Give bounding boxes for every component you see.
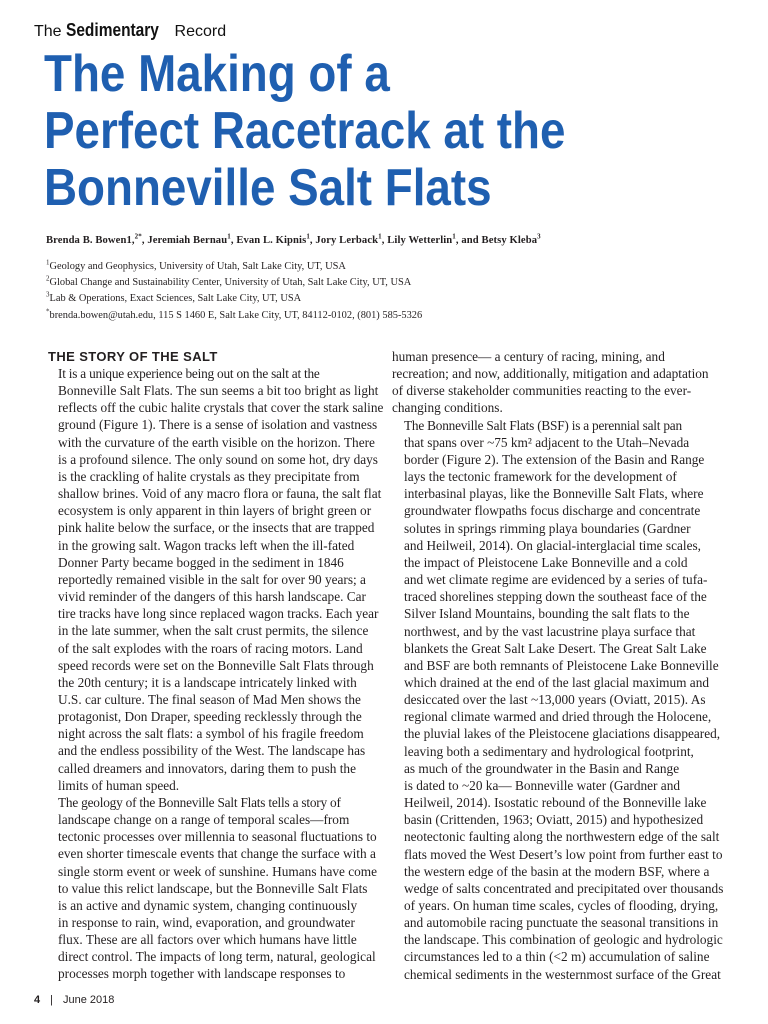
- right-column: [392, 348, 722, 983]
- text-line: limits of human speed.: [58, 777, 180, 793]
- text-line: wedge of salts concentrated and precipitated over thousands: [404, 880, 724, 896]
- affiliation-text: Geology and Geophysics, University of Utah, Salt Lake City, UT, USA: [49, 261, 346, 272]
- body-paragraph: [46, 794, 376, 983]
- author-name: Jeremiah Bernau: [147, 235, 228, 246]
- journal-name: [34, 20, 226, 41]
- text-line: processes morph together with landscape responses to: [58, 966, 346, 982]
- author-name: Lily Wetterlin: [387, 235, 453, 246]
- text-line: is the crackling of halite crystals as they precipitate from: [58, 468, 360, 484]
- text-line: protagonist, Don Draper, speeding recklessly through the: [58, 709, 362, 725]
- affiliation-text: Lab & Operations, Exact Sciences, Salt Lake City, UT, USA: [49, 293, 302, 304]
- text-line: called dreamers and innovators, daring them to push the: [58, 760, 356, 776]
- text-line: and the endless possibility of the West. The landscape has: [58, 743, 366, 759]
- text-line: single storm event or week of sunshine. Humans have come: [58, 863, 378, 879]
- text-line: flux. These are all factors over which humans have little: [58, 932, 357, 948]
- section-heading: THE STORY OF THE SALT: [48, 349, 218, 364]
- text-line: northwest, and by the vast lacustrine playa surface that: [404, 623, 696, 639]
- affiliation-line: [46, 258, 346, 272]
- text-line: in the late summer, when the salt crust permits, the silence: [58, 623, 369, 639]
- affiliation-mark: 1: [46, 258, 50, 267]
- page-footer: [34, 994, 114, 1006]
- affiliation-mark: 3: [46, 290, 50, 299]
- text-line: of years. On human time scales, cycles of flooding, drying,: [404, 898, 719, 913]
- text-line: the 20th century; it is a landscape intricately linked with: [58, 674, 357, 690]
- footer-separator: |: [50, 994, 53, 1006]
- text-line: which drained at the end of the last glacial maximum and: [404, 674, 709, 690]
- text-line: with the curvature of the earth visible on the horizon. There: [58, 434, 375, 450]
- text-line: flats moved the West Desert’s low point from further east to: [404, 846, 723, 862]
- text-line: landscape change on a range of temporal scales—from: [58, 812, 350, 828]
- text-line: neotectonic faulting along the northwestern edge of the salt: [404, 829, 720, 845]
- text-line: shallow brines. Void of any macro flora or fauna, the salt flat: [58, 486, 382, 502]
- text-line: basin (Crittenden, 1963; Oviatt, 2015) and hypothesized: [404, 812, 704, 828]
- text-line: even shorter timescale events that change the surface with a: [58, 846, 376, 862]
- article-title: [44, 46, 565, 217]
- text-line: It is a unique experience being out on the salt at the: [58, 366, 320, 381]
- text-line: in the growing salt. Wagon tracks left when the ill-fated: [58, 537, 355, 553]
- author-name: Evan L. Kipnis: [236, 235, 307, 246]
- author-affiliation-mark: 1: [227, 232, 231, 241]
- contact-line: [46, 307, 423, 321]
- text-line: solutes in springs rimming playa boundaries (Gardner: [404, 520, 691, 536]
- issue-date: June 2018: [62, 994, 115, 1006]
- text-line: U.S. car culture. The final season of Mad Men shows the: [58, 691, 361, 707]
- author-separator: ,: [141, 235, 148, 246]
- author-separator: ,: [381, 235, 388, 246]
- body-paragraph: [392, 417, 722, 983]
- text-line: changing conditions.: [392, 400, 503, 416]
- text-line: and automobile racing punctuate the seasonal transitions in: [404, 915, 719, 931]
- text-line: the impact of Pleistocene Lake Bonneville and a cold: [404, 554, 688, 570]
- author-separator: , and: [455, 235, 482, 246]
- text-line: night across the salt flats: a symbol of his fragile freedom: [58, 726, 364, 742]
- text-line: that spans over ~75 km² adjacent to the Utah–Nevada: [404, 434, 690, 450]
- text-line: in response to rain, wind, evaporation, and groundwater: [58, 915, 355, 930]
- left-column: [46, 348, 384, 983]
- author-name: Betsy Kleba: [481, 235, 538, 246]
- text-line: of the salt explodes with the roars of racing motors. Land: [58, 640, 363, 656]
- author-affiliation-mark: 1: [306, 232, 310, 241]
- text-line: Donner Party became bogged in the sediment in 1846: [58, 554, 344, 570]
- text-line: the western edge of the basin at the modern BSF, where a: [404, 863, 710, 879]
- text-line: circumstances led to a thin (<2 m) accumulation of saline: [404, 949, 710, 965]
- affiliation-text: Global Change and Sustainability Center, University of Utah, Salt Lake City, UT, USA: [49, 277, 412, 288]
- text-line: leaving both a sedimentary and hydrological footprint,: [404, 743, 694, 759]
- body-paragraph: [46, 365, 384, 794]
- author-name: Brenda B. Bowen1,: [46, 235, 135, 246]
- text-line: recreation; and now, additionally, mitigation and adaptation: [392, 366, 709, 382]
- corresponding-mark: *: [46, 307, 50, 316]
- affiliation-line: [46, 290, 302, 304]
- text-line: is a profound silence. The only sound on some hot, dry days: [58, 451, 378, 467]
- text-line: and Heilweil, 2014). On glacial-interglacial time scales,: [404, 537, 701, 553]
- text-line: Bonneville Salt Flats. The sun seems a bit too bright as light: [58, 383, 379, 399]
- text-line: reflects off the cubic halite crystals that cover the stark saline: [58, 400, 384, 416]
- text-line: is dated to ~20 ka— Bonneville water (Gardner and: [404, 777, 681, 793]
- text-line: the pluvial lakes of the Pleistocene glaciations disappeared,: [404, 726, 721, 742]
- text-line: vivid reminder of the dangers of this harsh landscape. Car: [58, 589, 366, 605]
- author-separator: ,: [230, 235, 237, 246]
- text-line: human presence— a century of racing, mining, and: [392, 349, 665, 364]
- title-line: The Making of a: [44, 45, 390, 103]
- text-line: chemical sediments in the westernmost surface of the Great: [404, 966, 721, 982]
- title-line: Bonneville Salt Flats: [44, 159, 492, 217]
- text-line: regional climate warmed and dried through the Holocene,: [404, 709, 712, 725]
- affiliation-mark: 2: [46, 274, 50, 283]
- text-line: as much of the groundwater in the Basin and Range: [404, 760, 680, 776]
- affiliation-line: [46, 274, 412, 288]
- text-line: The geology of the Bonneville Salt Flats tells a story of: [58, 794, 341, 810]
- title-line: Perfect Racetrack at the: [44, 102, 566, 160]
- journal-suffix: Record: [174, 23, 227, 40]
- text-line: is an active and dynamic system, changing continuously: [58, 897, 358, 913]
- text-line: speed records were set on the Bonneville Salt Flats through: [58, 657, 374, 673]
- text-line: Heilweil, 2014). Isostatic rebound of the Bonneville lake: [404, 795, 707, 811]
- text-line: interbasinal playas, like the Bonneville Salt Flats, where: [404, 486, 704, 502]
- journal-name-bold: Sedimentary: [66, 20, 159, 40]
- journal-prefix: The: [34, 23, 62, 40]
- author-separator: ,: [309, 235, 316, 246]
- text-line: groundwater flowpaths focus discharge and concentrate: [404, 503, 701, 519]
- author-affiliation-mark: 2*: [134, 232, 142, 241]
- body-paragraph: [392, 348, 722, 417]
- text-line: lays the tectonic framework for the development of: [404, 469, 677, 485]
- contact-text: brenda.bowen@utah.edu, 115 S 1460 E, Salt Lake City, UT, 84112-0102, (801) 585-5326: [49, 310, 423, 321]
- text-line: border (Figure 2). The extension of the Basin and Range: [404, 451, 705, 467]
- text-line: blankets the Great Salt Lake Desert. The Great Salt Lake: [404, 640, 707, 656]
- text-line: traced shorelines stepping down the southeast face of the: [404, 589, 707, 605]
- text-line: desiccated over the last ~13,000 years (Oviatt, 2015). As: [404, 692, 706, 708]
- text-line: ecosystem is only apparent in thin layers of bright green or: [58, 503, 372, 519]
- text-line: ground (Figure 1). There is a sense of isolation and vastness: [58, 417, 378, 433]
- author-name: Jory Lerback: [315, 235, 379, 246]
- text-line: The Bonneville Salt Flats (BSF) is a perennial salt pan: [404, 417, 682, 433]
- text-line: pink halite below the surface, or the insects that are trapped: [58, 520, 375, 536]
- text-line: of diverse stakeholder communities reacting to the ever-: [392, 383, 692, 399]
- author-list: [46, 232, 541, 246]
- text-line: reportedly remained visible in the salt for over 90 years; a: [58, 571, 366, 587]
- text-line: tire tracks have long since replaced wagon tracks. Each year: [58, 606, 379, 622]
- author-affiliation-mark: 1: [452, 232, 456, 241]
- page-number: 4: [34, 994, 41, 1006]
- text-line: and wet climate regime are evidenced by a series of tufa-: [404, 572, 708, 588]
- author-affiliation-mark: 1: [378, 232, 382, 241]
- text-line: Silver Island Mountains, bounding the salt flats to the: [404, 606, 690, 622]
- text-line: tectonic processes over millennia to seasonal fluctuations to: [58, 829, 377, 845]
- author-affiliation-mark: 3: [537, 232, 541, 241]
- text-line: to value this relict landscape, but the Bonneville Salt Flats: [58, 880, 368, 896]
- text-line: the landscape. This combination of geologic and hydrologic: [404, 932, 723, 948]
- text-line: direct control. The impacts of long term, natural, geological: [58, 949, 376, 965]
- text-line: and BSF are both remnants of Pleistocene Lake Bonneville: [404, 657, 719, 673]
